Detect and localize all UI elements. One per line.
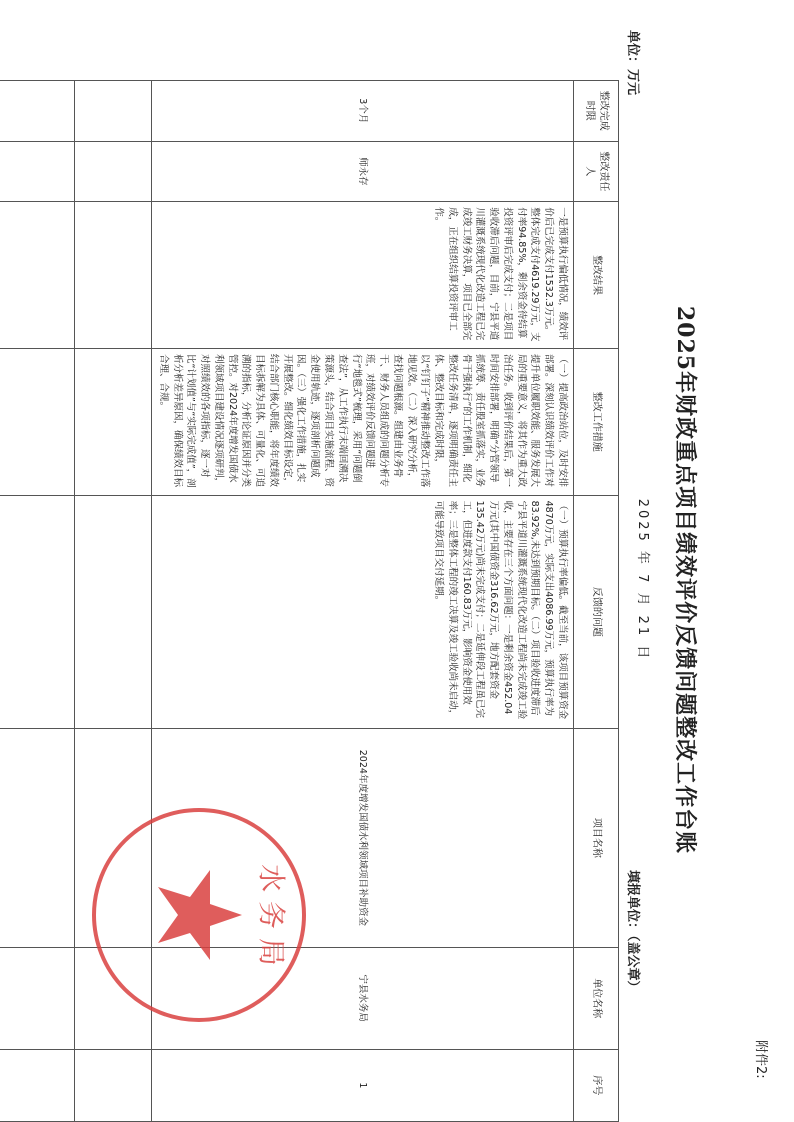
empty-cell — [0, 947, 75, 1049]
empty-cell — [75, 81, 152, 142]
header-problems: 反馈的问题 — [574, 495, 619, 729]
empty-cell — [75, 202, 152, 349]
cell-project-name: 2024年度增发国债水利领域项目补助资金 — [152, 729, 574, 948]
table-header-row — [574, 81, 619, 1122]
empty-cell — [75, 349, 152, 496]
empty-cell — [0, 202, 75, 349]
official-seal-stamp — [84, 800, 314, 1030]
currency-unit-label: 单位：万元 — [625, 30, 640, 96]
table-row-empty — [0, 81, 75, 1122]
empty-cell — [0, 729, 75, 948]
empty-cell — [0, 349, 75, 496]
header-deadline: 整改完成时限 — [574, 81, 619, 142]
seal-text: 水 务 局 — [255, 864, 288, 966]
empty-cell — [75, 141, 152, 202]
header-index: 序号 — [574, 1049, 619, 1121]
header-unit-name: 单位名称 — [574, 947, 619, 1049]
empty-cell — [0, 1049, 75, 1121]
cell-deadline: 3个月 — [152, 81, 574, 142]
cell-owner: 师永存 — [152, 141, 574, 202]
header-measures: 整改工作措施 — [574, 349, 619, 496]
reporting-unit-label: 填报单位：（盖公章） — [625, 870, 640, 994]
empty-cell — [75, 1049, 152, 1121]
cell-index: 1 — [152, 1049, 574, 1121]
header-owner: 整改责任人 — [574, 141, 619, 202]
document-date: 2025 年 7 月 21 日 — [635, 498, 650, 662]
cell-measures: （一）提高政治站位，及时安排部署。深刻认识绩效评价工作对提升单位履职效能、服务发展大局的重要意义，将其作为重大政治任务。收到评价结果后，第一时间安排部署，明确“分管领导抓统筹、责任股室抓落实，业务骨干强执行”的工作机制，细化整改任务清单，逐项明确责任主体、整改目标和完成时限，以“钉钉子”精神推动整改工作落地见效。（二）深入研究分析，查找问题根源。组建由业务骨干、财务人员组成的问题分析专班，对绩效评价反馈问题进行“地毯式”梳理，采用“问题倒查法”，从工作执行末端回溯决策源头，结合项目实施流程、资金使用轨迹，逐项剖析问题成因。（三）强化工作措施，扎实开展整改。细化绩效目标设定，结合部门核心职能，将年度绩效目标拆解为具体、可量化、可追溯的指标，分析论证原因并分类管控。对2024年度增发国债水利领域项目建设情况逐项研判，对照绩效的各项指标，逐一对比“计划值”与“实际完成值”，剖析分析差异原因，确保绩效目标合理、合规。 — [152, 349, 574, 496]
empty-cell — [0, 81, 75, 142]
cell-result: 一是预算执行偏低情况，绩效评价后已完成支付1532.3万元。整体完成支付4619.29万元，支付率94.85%，剩余资金待结算投资评审后完成支付；二是项目验收滞后问题，目前，宁县平道川灌溉系统现代化改造工程已完成竣工财务决算，项目已全部完成，正在组织结算投资评审工作。 — [152, 202, 574, 349]
annex-label: 附件2: — [753, 1040, 768, 1079]
header-result: 整改结果 — [574, 202, 619, 349]
cell-problems: （一）预算执行率偏低。截至当前，该项目预算资金4870万元，实际支出4086.99万元，预算执行率为83.92%,未达到预期目标。（二）项目验收进度滞后宁县平道川灌溉系统现代化改造工程尚未完成竣工验收，主要存在三个方面问题：一是剩余资金452.04万元(其中国债资金316.62万元，地方配套资金135.42万元)尚未完成支付；二是延伸段工程虽已完工，但进度款支付160.83万元，影响资金使用效率；三是整体工程的竣工决算及竣工验收尚未启动，可能导致项目交付延期。 — [152, 495, 574, 729]
document-title: 2025年财政重点项目绩效评价反馈问题整改工作台账 — [672, 305, 698, 855]
header-project-name: 项目名称 — [574, 729, 619, 948]
empty-cell — [0, 495, 75, 729]
empty-cell — [0, 141, 75, 202]
empty-cell — [75, 495, 152, 729]
cell-unit-name: 宁县水务局 — [152, 947, 574, 1049]
